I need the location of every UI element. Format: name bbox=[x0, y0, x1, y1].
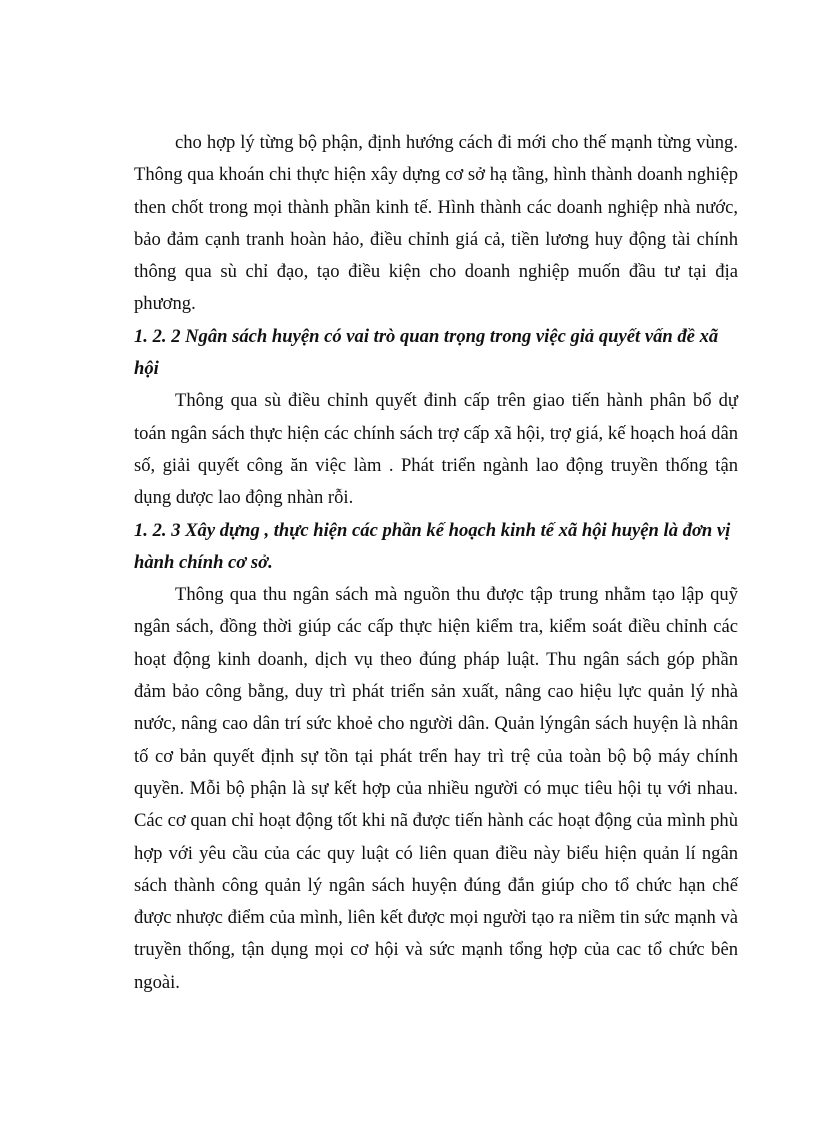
section-heading-1-2-3: 1. 2. 3 Xây dựng , thực hiện các phần kế hoạch kinh tế xã hội huyện là đơn vị hành chính cơ sở. bbox=[134, 519, 731, 573]
paragraph-social-role: Thông qua sù điều chỉnh quyết đinh cấp trên giao tiến hành phân bổ dự toán ngân sách thực hiện các chính sách trợ cấp xã hội, trợ giá, kế hoạch hoá dân số, giải quyết công ăn việc làm . Phát triển ngành lao động truyền thống tận dụng dược lao động nhàn rỗi. bbox=[134, 390, 738, 509]
paragraph-continuation: cho hợp lý từng bộ phận, định hướng cách đi mới cho thế mạnh từng vùng. Thông qua khoán chi thực hiện xây dựng cơ sở hạ tầng, hình thành doanh nghiệp then chốt trong mọi thành phần kinh tế. Hình thành các doanh nghiệp nhà nước, bảo đảm cạnh tranh hoàn hảo, điều chỉnh giá cả, tiền lương huy động tài chính thông qua sù chỉ đạo, tạo điều kiện cho doanh nghiệp muốn đầu tư tại địa phương. bbox=[134, 132, 738, 315]
section-heading-1-2-2: 1. 2. 2 Ngân sách huyện có vai trò quan trọng trong việc giả quyết vấn đề xã hội bbox=[134, 325, 719, 380]
paragraph-budget-revenue: Thông qua thu ngân sách mà nguồn thu được tập trung nhằm tạo lập quỹ ngân sách, đồng thời giúp các cấp thực hiện kiểm tra, kiểm soát điều chỉnh các hoạt động kinh doanh, dịch vụ theo đúng pháp luật. Thu ngân sách góp phần đảm bảo công bằng, duy trì phát triển sản xuất, nâng cao hiệu lực quản lý nhà nước, nâng cao dân trí sức khoẻ cho người dân. Quản lýngân sách huyện là nhân tố cơ bản quyết định sự tồn tại phát trển hay trì trệ của toàn bộ bộ máy chính quyền. Mỗi bộ phận là sự kết hợp của nhiều người có mục tiêu hội tụ với nhau. Các cơ quan chỉ hoạt động tốt khi nã được tiến hành các hoạt động của mình phù hợp với yêu cầu của các quy luật có liên quan điều này biểu hiện quản lí ngân sách thành công quản lý ngân sách huyện đúng đắn giúp cho tổ chức hạn chế được nhược điểm của mình, liên kết được mọi người tạo ra niềm tin sức mạnh và truyền thống, tận dụng mọi cơ hội và sức mạnh tổng hợp của cac tổ chức bên ngoài. bbox=[134, 584, 738, 993]
document-body bbox=[134, 127, 738, 999]
